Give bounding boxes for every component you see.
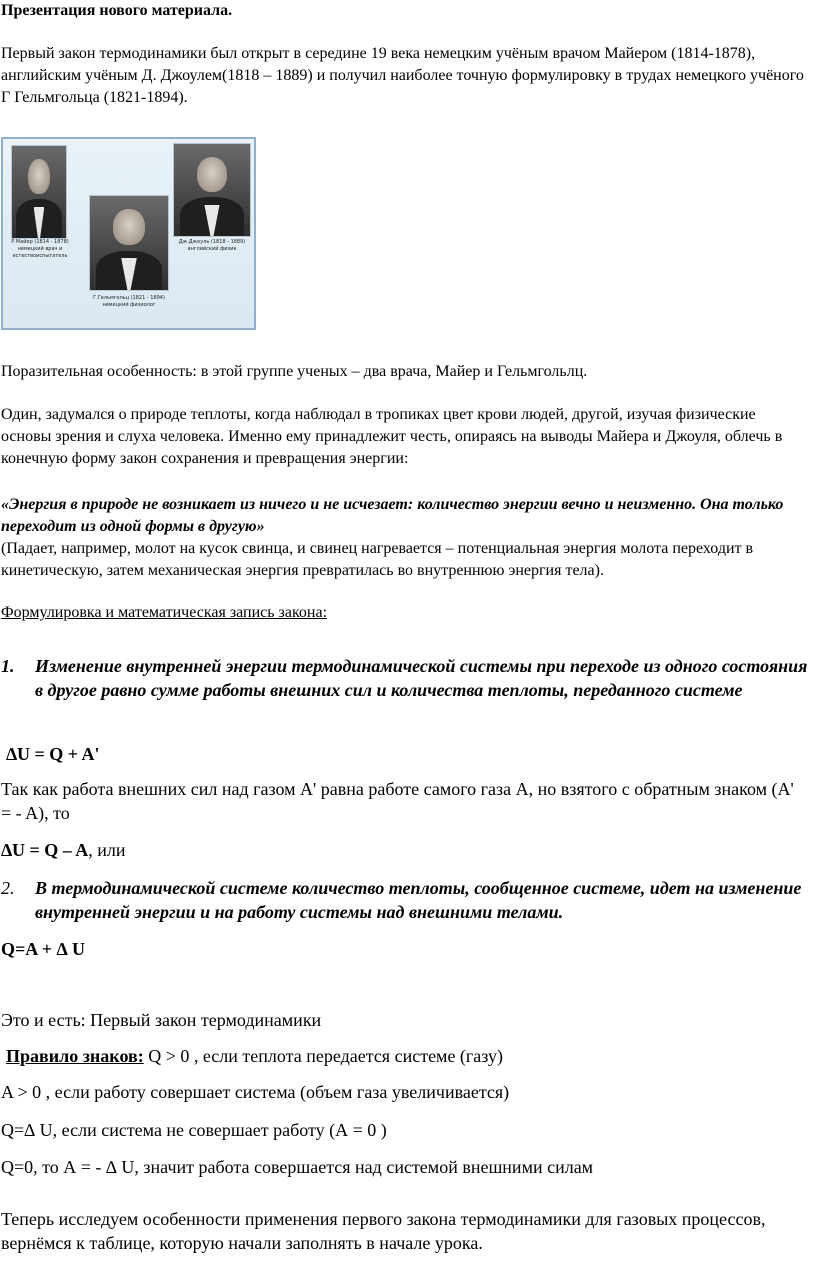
scientists-photo-panel (1, 137, 256, 330)
item-2-number: 2. (1, 878, 15, 898)
item-1-number: 1. (1, 656, 15, 676)
item-2-text: В термодинамической системе количество теплоты, сообщенное системе, идет на изменение внутренней энергии и на работу системы над внешними телами. (35, 878, 802, 922)
formula-2-line (1, 838, 808, 862)
joule-caption: Дж.Джоуль (1818 - 1889) английский физик (178, 239, 246, 252)
mayer-portrait (11, 145, 67, 239)
example-paragraph: (Падает, например, молот на кусок свинца, и свинец нагревается – потенциальная энергия молота переходит в кинетическую, затем механическая энергия превратилась во внутреннюю энергия тела). (1, 540, 754, 579)
formula-2: ∆U = Q – A (1, 840, 89, 860)
helmholtz-portrait (89, 195, 169, 291)
item-1-text: Изменение внутренней энергии термодинамической системы при переходе из одного состояния в другое равно сумме работы внешних сил и количества теплоты, переданного системе (35, 656, 808, 700)
sign-rule-1: Q > 0 , если теплота передается системе (газу) (143, 1046, 504, 1066)
intro-paragraph: Первый закон термодинамики был открыт в середине 19 века немецким учёным врачом Майером (1814-1878), английским учёным Д. Джоулем(1818 – 1889) и получил наиболее точную формулировку в трудах немецкого учёного Г Гельмгольца (1821-1894). (1, 45, 804, 106)
remark-paragraph: Поразительная особенность: в этой группе ученых – два врача, Майер и Гельмгольлц. (1, 363, 588, 380)
sign-rule-4: Q=0, то А = - ∆ U, значит работа совершается над системой внешними силам (1, 1157, 594, 1177)
formula-2-tail: , или (88, 840, 126, 860)
sign-explanation: Так как работа внешних сил над газом A' равна работе самого газа A, но взятого с обратным знаком (A' = - A), то (1, 779, 794, 823)
energy-law-quote: «Энергия в природе не возникает из ничего и не исчезает: количество энергии вечно и неизменно. Она только переходит из одной формы в другую» (1, 496, 784, 535)
sign-rules-title: Правило знаков: (6, 1046, 144, 1066)
formulation-title: Формулировка и математическая запись закона: (1, 604, 328, 621)
heading: Презентация нового материала. (1, 2, 233, 19)
formula-1: ∆U = Q + A' (6, 744, 100, 764)
law-item-2 (1, 876, 808, 924)
formula-3: Q=A + ∆ U (1, 939, 86, 959)
history-paragraph: Один, задумался о природе теплоты, когда наблюдал в тропиках цвет крови людей, другой, изучая физические основы зрения и слуха человека. Именно ему принадлежит честь, опираясь на выводы Майера и Джоуля, облечь в конечную форму закон сохранения и превращения энергии: (1, 406, 783, 467)
conclusion: Это и есть: Первый закон термодинамики (1, 1010, 322, 1030)
sign-rule-1-line (6, 1044, 808, 1068)
joule-portrait (173, 143, 251, 237)
law-item-1 (1, 654, 808, 702)
final-paragraph: Теперь исследуем особенности применения первого закона термодинамики для газовых процессов, вернёмся к таблице, которую начали заполнять в начале урока. (1, 1209, 766, 1253)
sign-rule-2: A > 0 , если работу совершает система (объем газа увеличивается) (1, 1082, 510, 1102)
helmholtz-caption: Г.Гельмгольц (1821 - 1894) немецкий физиолог (93, 295, 165, 308)
mayer-caption: Р.Майер (1814 - 1878) немецкий врач и естествоиспытатель (11, 239, 69, 259)
sign-rule-3: Q=∆ U, если система не совершает работу (А = 0 ) (1, 1120, 387, 1140)
